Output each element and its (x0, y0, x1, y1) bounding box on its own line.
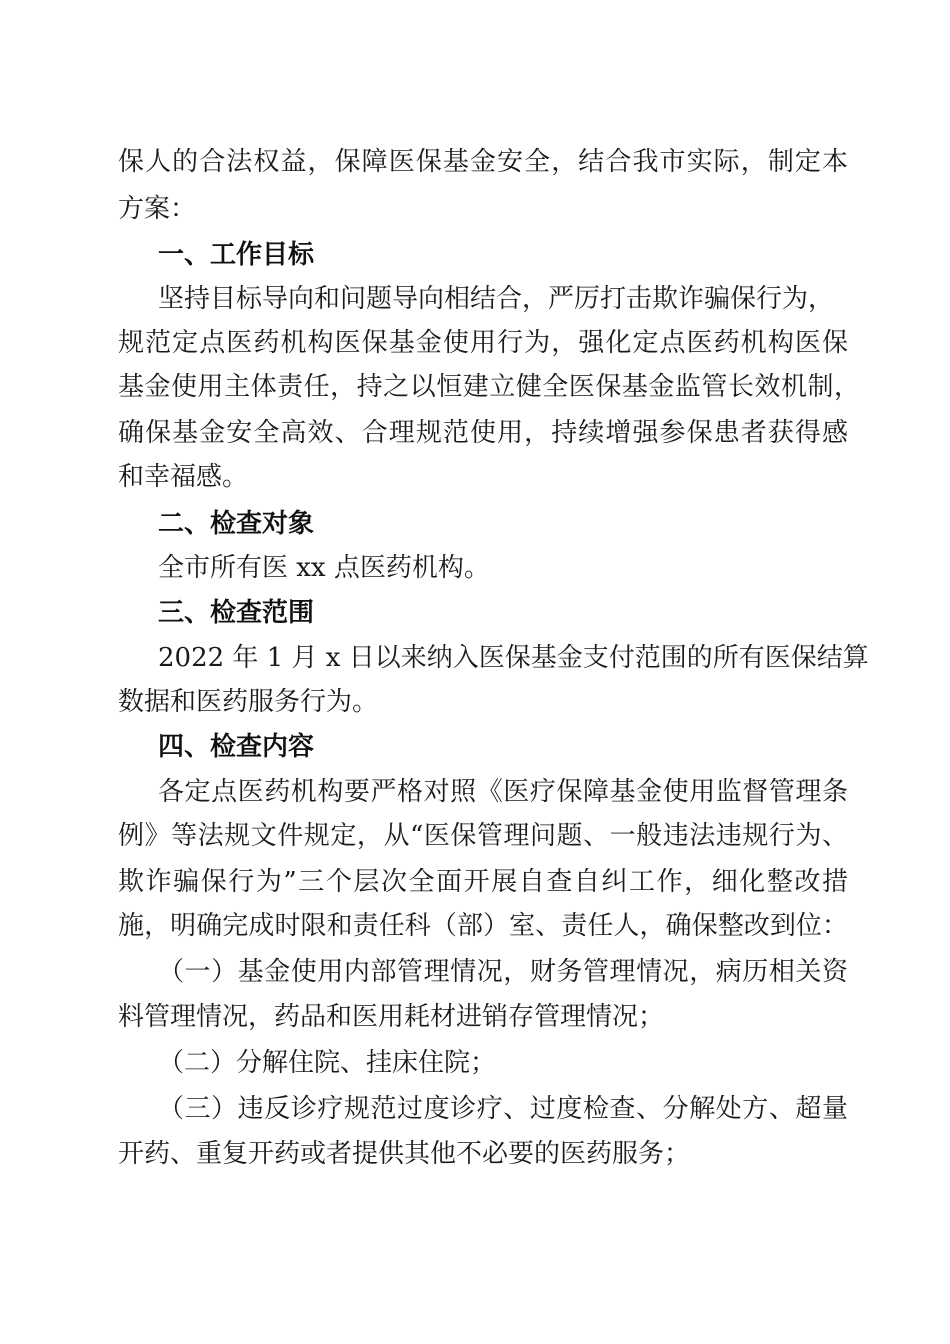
section-1-line-2: 规范定点医药机构医保基金使用行为，强化定点医药机构医保 (118, 328, 848, 358)
section-4-line-3: 欺诈骗保行为”三个层次全面开展自查自纠工作，细化整改措 (118, 867, 848, 897)
section-2-line-1: 全市所有医 xx 点医药机构。 (158, 553, 490, 583)
section-2-heading: 二、检查对象 (158, 509, 315, 539)
section-3-heading: 三、检查范围 (158, 598, 315, 628)
section-1-heading: 一、工作目标 (158, 240, 315, 270)
section-3-line-2: 数据和医药服务行为。 (118, 687, 379, 717)
section-4-line-7: （二）分解住院、挂床住院； (158, 1048, 497, 1078)
section-4-line-6: 料管理情况，药品和医用耗材进销存管理情况； (118, 1002, 665, 1032)
intro-line-1: 保人的合法权益，保障医保基金安全，结合我市实际，制定本 (118, 147, 848, 177)
section-4-line-5: （一）基金使用内部管理情况，财务管理情况，病历相关资 (158, 957, 848, 987)
section-4-line-1: 各定点医药机构要严格对照《医疗保障基金使用监督管理条 (158, 777, 848, 807)
intro-line-2: 方案： (118, 194, 197, 224)
section-4-line-4: 施，明确完成时限和责任科（部）室、责任人，确保整改到位： (118, 911, 848, 941)
section-4-line-8: （三）违反诊疗规范过度诊疗、过度检查、分解处方、超量 (158, 1094, 848, 1124)
section-4-line-2: 例》等法规文件规定，从“医保管理问题、一般违法违规行为、 (118, 821, 848, 851)
section-4-line-9: 开药、重复开药或者提供其他不必要的医药服务； (118, 1139, 691, 1169)
section-4-heading: 四、检查内容 (158, 732, 315, 762)
section-1-line-4: 确保基金安全高效、合理规范使用，持续增强参保患者获得感 (118, 418, 848, 448)
section-3-line-1: 2022 年 1 月 x 日以来纳入医保基金支付范围的所有医保结算 (158, 643, 869, 673)
section-1-line-5: 和幸福感。 (118, 462, 249, 492)
section-1-line-1: 坚持目标导向和问题导向相结合，严厉打击欺诈骗保行为， (158, 284, 835, 314)
section-1-line-3: 基金使用主体责任，持之以恒建立健全医保基金监管长效机制， (118, 372, 860, 402)
